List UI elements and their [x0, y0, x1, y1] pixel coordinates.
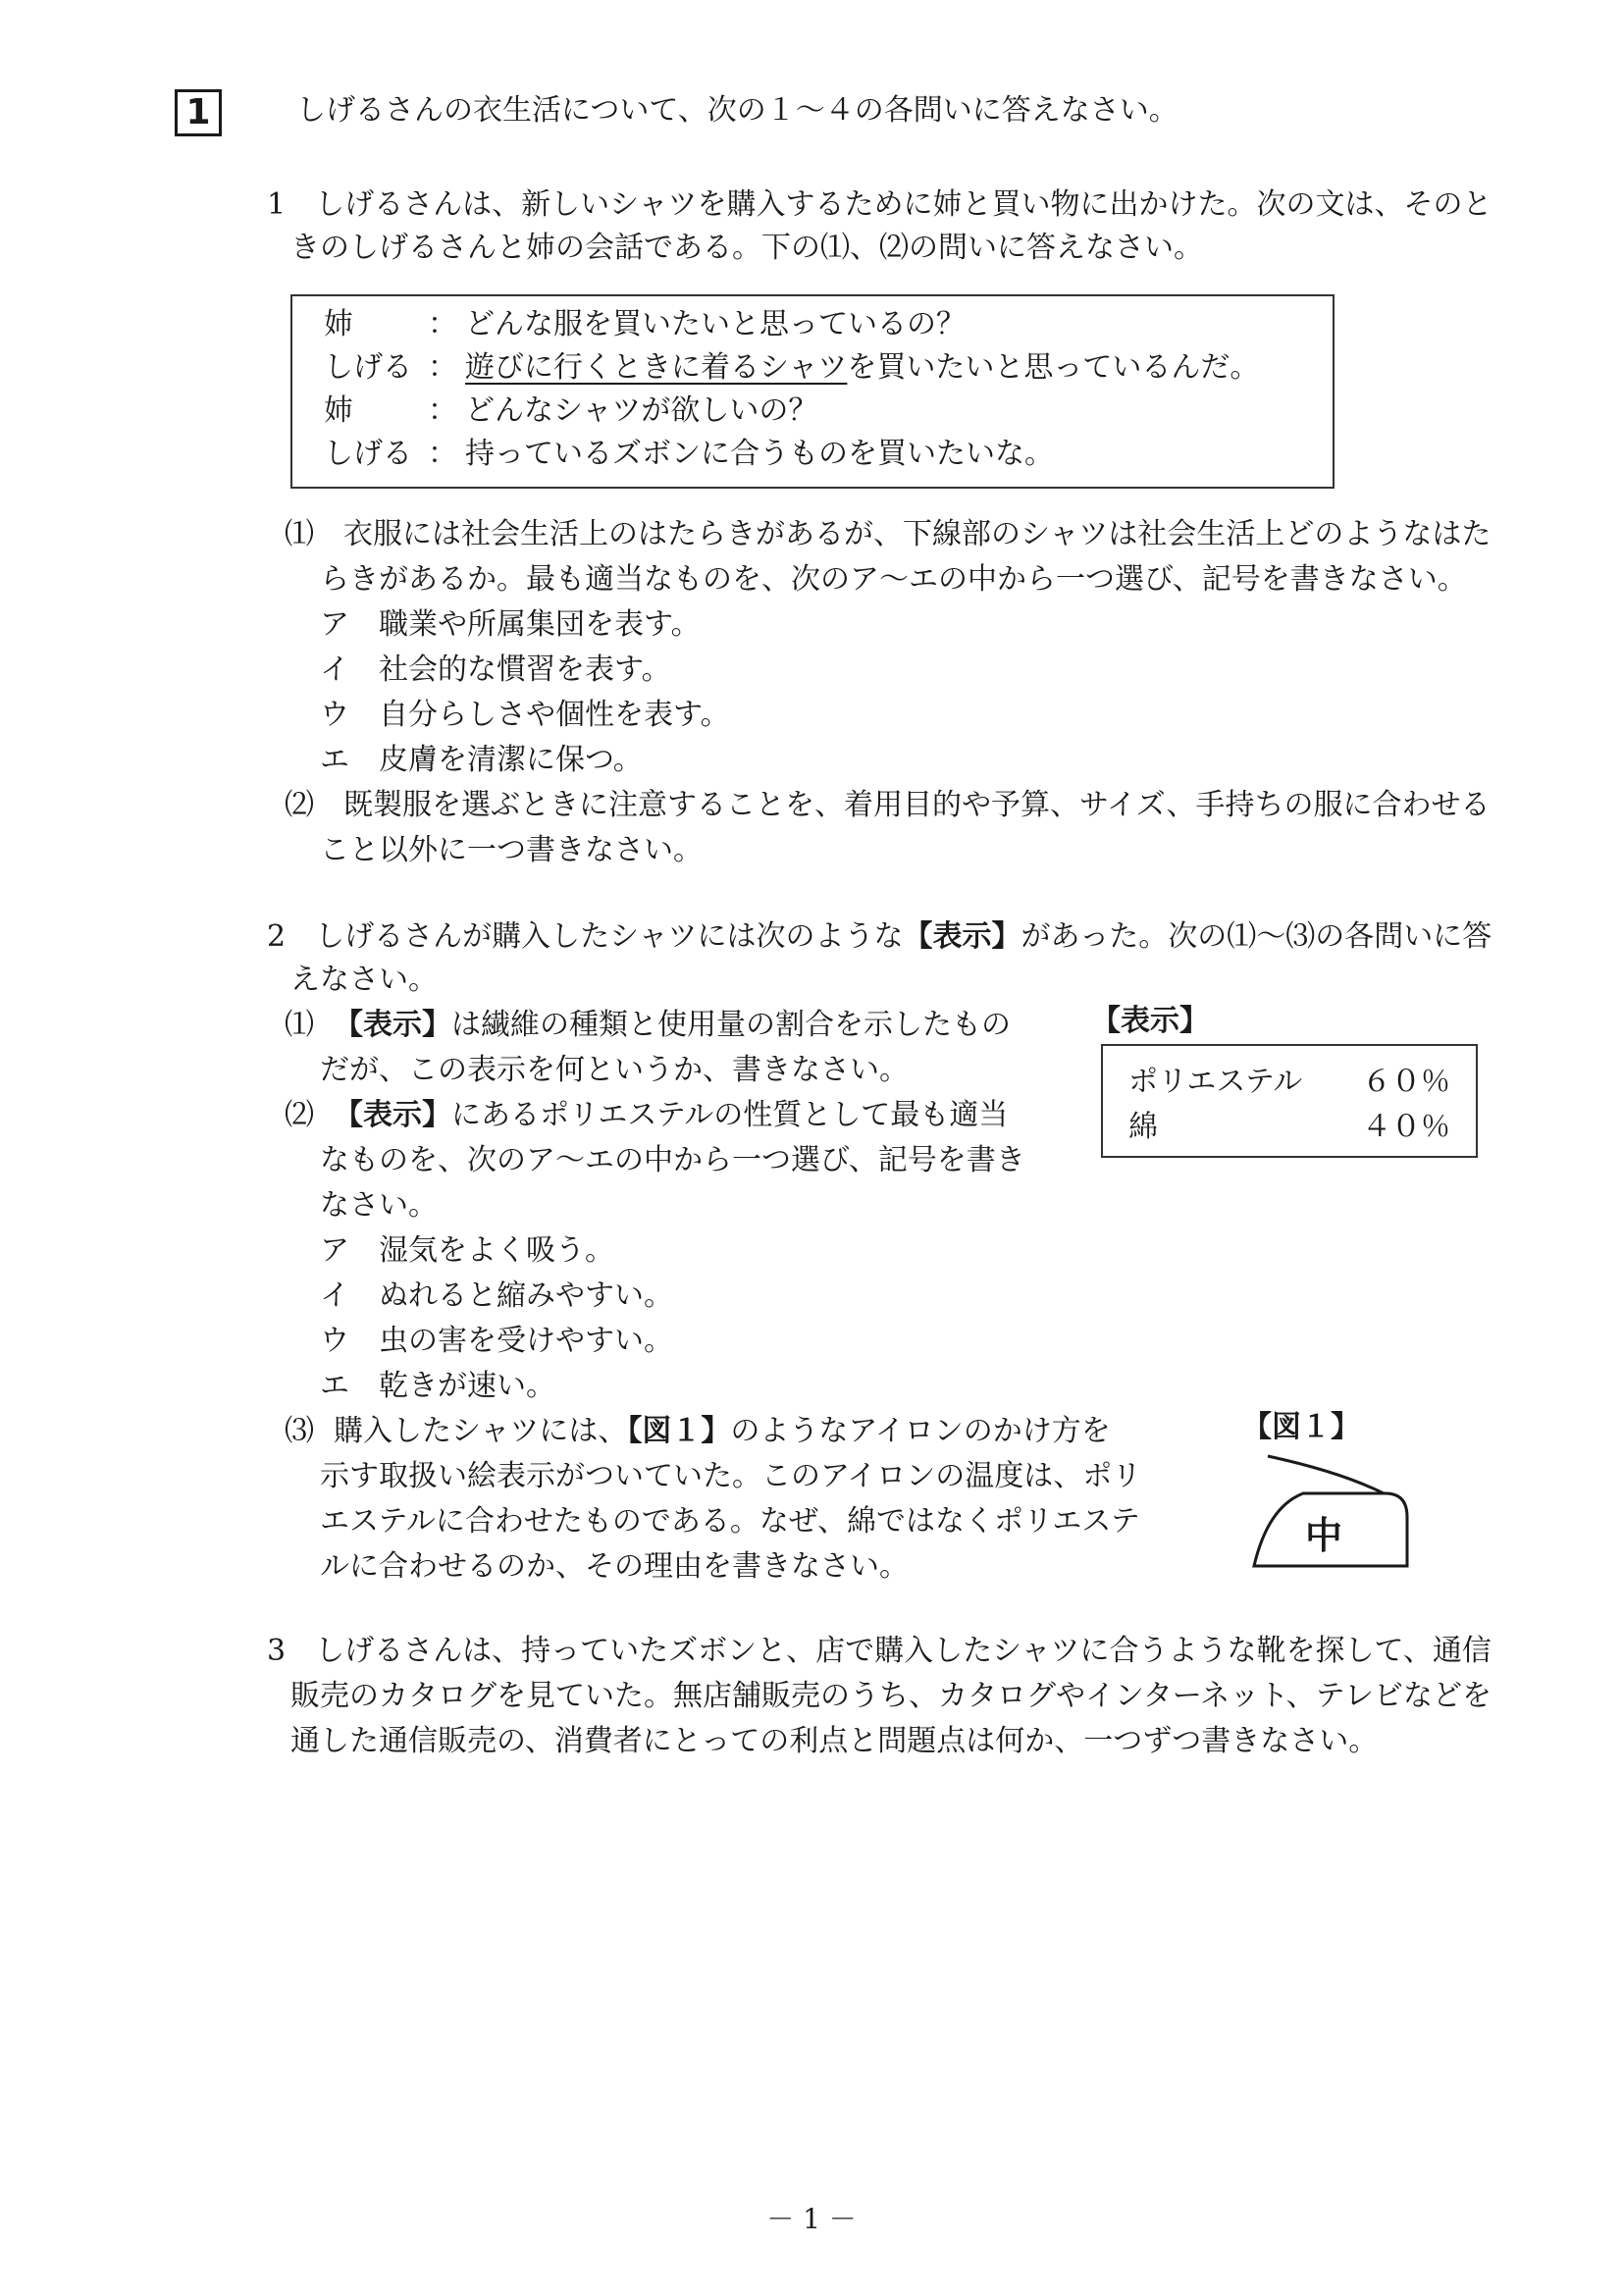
q2-sub2-line-1 [285, 1098, 1009, 1132]
q2-line-1 [267, 919, 1492, 954]
fiber-value-2: ４０％ [1362, 1110, 1450, 1144]
iron-temperature-label: 中 [1305, 1514, 1343, 1557]
dialog-line-4: 持っているズボンに合うものを買いたいな。 [465, 437, 1054, 471]
q1-line-2: きのしげるさんと姉の会話である。下の⑴、⑵の問いに答えなさい。 [290, 231, 1203, 265]
dialog-line-2-rest: を買いたいと思っているんだ。 [847, 350, 1260, 385]
figure-title: 【図１】 [1242, 1410, 1360, 1444]
dialog-speaker-1: 姉 [324, 307, 353, 341]
q2-sub1-after: は繊維の種類と使用量の割合を示したもの [451, 1008, 1011, 1042]
label-term-ref-1: 【表示】 [334, 1008, 451, 1042]
q2-sub3-after: のようなアイロンのかけ方を [730, 1414, 1111, 1448]
q2-choice-e: エ 乾きが速い。 [320, 1369, 555, 1403]
q2-line-1-b: があった。次の⑴～⑶の各問いに答 [1021, 919, 1492, 954]
q3-line-1: 3 しげるさんは、持っていたズボンと、店で購入したシャツに合うような靴を探して、通信 [267, 1634, 1492, 1668]
q1-choice-i: イ 社会的な慣習を表す。 [320, 652, 671, 687]
q2-choice-u: ウ 虫の害を受けやすい。 [320, 1324, 673, 1358]
q2-sub1-line-2: だが、この表示を何というか、書きなさい。 [320, 1053, 909, 1087]
q2-line-2: えなさい。 [290, 963, 438, 997]
fiber-name-2: 綿 [1128, 1110, 1158, 1144]
q2-sub2-line-3: なさい。 [320, 1188, 438, 1223]
q2-sub1-line-1 [285, 1008, 1011, 1042]
fiber-name-1: ポリエステル [1128, 1065, 1303, 1099]
q3-line-2: 販売のカタログを見ていた。無店舗販売のうち、カタログやインターネット、テレビなどを [290, 1679, 1492, 1713]
q2-sub3-line-4: ルに合わせるのか、その理由を書きなさい。 [320, 1549, 909, 1584]
dialog-colon-4: ： [428, 437, 457, 471]
dialog-speaker-3: 姉 [324, 393, 353, 428]
dialog-line-3: どんなシャツが欲しいの？ [465, 393, 818, 428]
q3-line-3: 通した通信販売の、消費者にとっての利点と問題点は何か、一つずつ書きなさい。 [290, 1724, 1379, 1758]
q2-sub3-num: ⑶ [285, 1414, 314, 1448]
dialog-colon-3: ： [428, 393, 457, 428]
q1-choice-u: ウ 自分らしさや個性を表す。 [320, 698, 730, 732]
q2-choice-a: ア 湿気をよく吸う。 [320, 1233, 614, 1268]
dialog-speaker-4: しげる [324, 437, 412, 471]
q1-sub1-line-1: ⑴ 衣服には社会生活上のはたらきがあるが、下線部のシャツは社会生活上どのようなはた [285, 517, 1492, 551]
q1-sub2-line-2: こと以外に一つ書きなさい。 [320, 833, 703, 867]
underlined-phrase: 遊びに行くときに着るシャツ [465, 350, 848, 385]
q2-sub3-line-1 [285, 1414, 1111, 1448]
q2-line-1-a: 2 しげるさんが購入したシャツには次のような [267, 919, 904, 954]
dialog-colon-2: ： [428, 350, 457, 385]
q2-sub2-num: ⑵ [285, 1098, 314, 1132]
question-number-box: 1 [175, 89, 222, 136]
q2-sub1-num: ⑴ [285, 1008, 314, 1042]
q2-choice-i: イ ぬれると縮みやすい。 [320, 1278, 673, 1313]
q1-choice-a: ア 職業や所属集団を表す。 [320, 607, 701, 642]
dialog-speaker-2: しげる [324, 350, 412, 385]
label-term: 【表示】 [903, 919, 1021, 954]
q2-sub3-line-2: 示す取扱い絵表示がついていた。このアイロンの温度は、ポリ [320, 1459, 1142, 1493]
fiber-value-1: ６０％ [1362, 1065, 1450, 1099]
q2-sub2-line-2: なものを、次のア～エの中から一つ選び、記号を書き [320, 1143, 1025, 1177]
label-term-ref-2: 【表示】 [334, 1098, 451, 1132]
q1-sub1-line-2: らきがあるか。最も適当なものを、次のア～エの中から一つ選び、記号を書きなさい。 [320, 562, 1467, 597]
q1-sub2-line-1: ⑵ 既製服を選ぶときに注意することを、着用目的や予算、サイズ、手持ちの服に合わせる [285, 788, 1491, 822]
dialog-line-1: どんな服を買いたいと思っているの？ [465, 307, 966, 341]
q2-sub2-after: にあるポリエステルの性質として最も適当 [451, 1098, 1009, 1132]
q2-sub3-before: 購入したシャツには、 [334, 1414, 628, 1448]
intro-text: しげるさんの衣生活について、次の１～４の各問いに答えなさい。 [296, 93, 1178, 128]
dialog-line-2 [465, 350, 1260, 385]
q1-line-1: 1 しげるさんは、新しいシャツを購入するために姉と買い物に出かけた。次の文は、そのと [267, 187, 1492, 222]
dialog-colon-1: ： [428, 307, 457, 341]
figure-ref: 【図１】 [627, 1414, 731, 1448]
q2-sub3-line-3: エステルに合わせたものである。なぜ、綿ではなくポリエステ [320, 1504, 1140, 1539]
page-number: － 1 － [766, 2203, 857, 2235]
q1-choice-e: エ 皮膚を清潔に保つ。 [320, 743, 643, 777]
label-title: 【表示】 [1091, 1004, 1209, 1038]
